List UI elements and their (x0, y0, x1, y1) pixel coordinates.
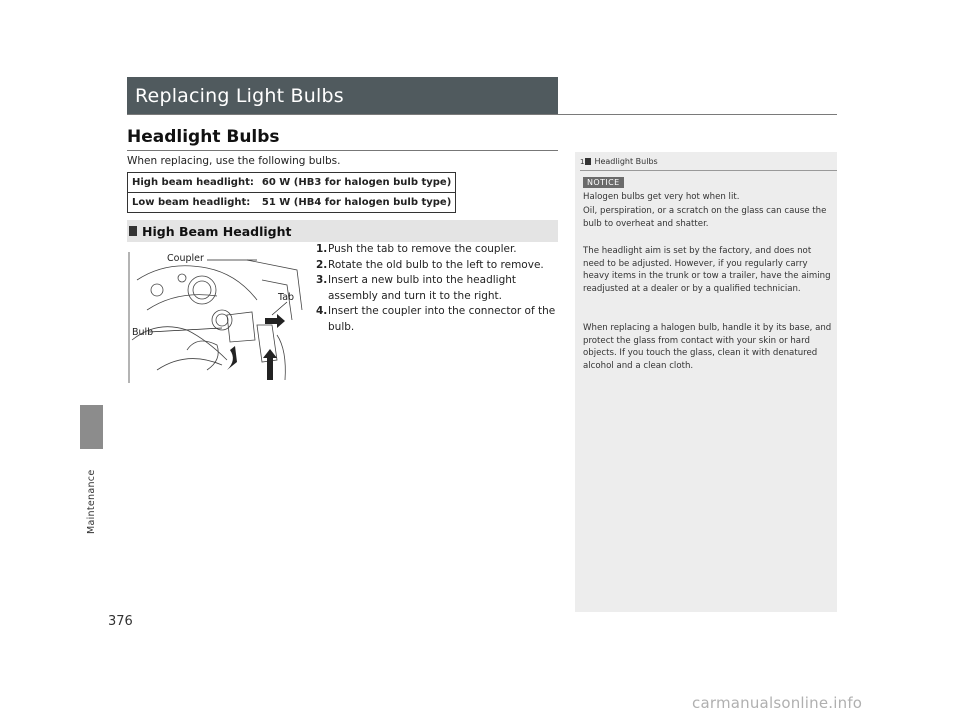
bulb-value: 60 W (HB3 for halogen bulb type) (258, 173, 456, 193)
procedure-steps (316, 242, 561, 335)
step-number: 4. (316, 305, 328, 317)
halogen-paragraph: When replacing a halogen bulb, handle it by its base, and protect the glass from contact with your skin or hard objects. If you touch the glass, clean it with denatured alcohol and a clean cloth. (583, 323, 832, 371)
page-title-text: Replacing Light Bulbs (135, 85, 344, 107)
side-note-heading (580, 157, 658, 166)
tab-label: Tab (278, 292, 295, 303)
headlight-bulbs-heading: Headlight Bulbs (127, 127, 280, 147)
step-number: 1. (316, 243, 328, 255)
heading-divider (127, 150, 558, 151)
step-number: 2. (316, 258, 328, 271)
bulb-label: Low beam headlight: (128, 193, 258, 213)
bulb-spec-table (127, 172, 456, 213)
side-note-title: Headlight Bulbs (594, 157, 658, 166)
step-text: Insert a new bulb into the headlight assembly and turn it to the right. (328, 274, 517, 302)
list-item (316, 258, 561, 274)
title-divider (127, 114, 837, 115)
headlight-illustration (127, 250, 307, 383)
page-number: 376 (108, 614, 133, 629)
section-tab-label: Maintenance (86, 469, 97, 535)
step-text: Rotate the old bulb to the left to remove. (328, 258, 544, 271)
list-item (316, 242, 561, 258)
ref-number: 1 (580, 157, 585, 166)
section-heading-text: High Beam Headlight (142, 223, 292, 239)
coupler-label: Coupler (167, 253, 204, 264)
section-tab (80, 405, 103, 449)
section-marker-icon (129, 226, 137, 236)
page-title (127, 77, 558, 115)
table-row (128, 193, 456, 213)
step-text: Push the tab to remove the coupler. (328, 243, 517, 255)
watermark: carmanualsonline.info (692, 694, 863, 712)
bulb-value: 51 W (HB4 for halogen bulb type) (258, 193, 456, 213)
bulb-label: Bulb (132, 327, 154, 338)
list-item (316, 304, 561, 335)
notice-text: Halogen bulbs get very hot when lit. (583, 192, 740, 202)
bulb-label: High beam headlight: (128, 173, 258, 193)
aim-paragraph: The headlight aim is set by the factory, and does not need to be adjusted. However, if you regularly carry heavy items in the trunk or tow a trailer, have the aiming readjusted at a dealer or by a qualified technician. (583, 246, 831, 294)
side-note-divider (580, 170, 837, 171)
table-row (128, 173, 456, 193)
reference-marker-icon (585, 158, 591, 165)
notice-detail: Oil, perspiration, or a scratch on the glass can cause the bulb to overheat and shatter. (583, 206, 827, 229)
step-number: 3. (316, 274, 328, 286)
high-beam-section-heading (127, 220, 558, 242)
step-text: Insert the coupler into the connector of the bulb. (328, 305, 556, 333)
list-item (316, 273, 561, 304)
intro-text: When replacing, use the following bulbs. (127, 155, 341, 167)
notice-badge: NOTICE (583, 177, 624, 188)
